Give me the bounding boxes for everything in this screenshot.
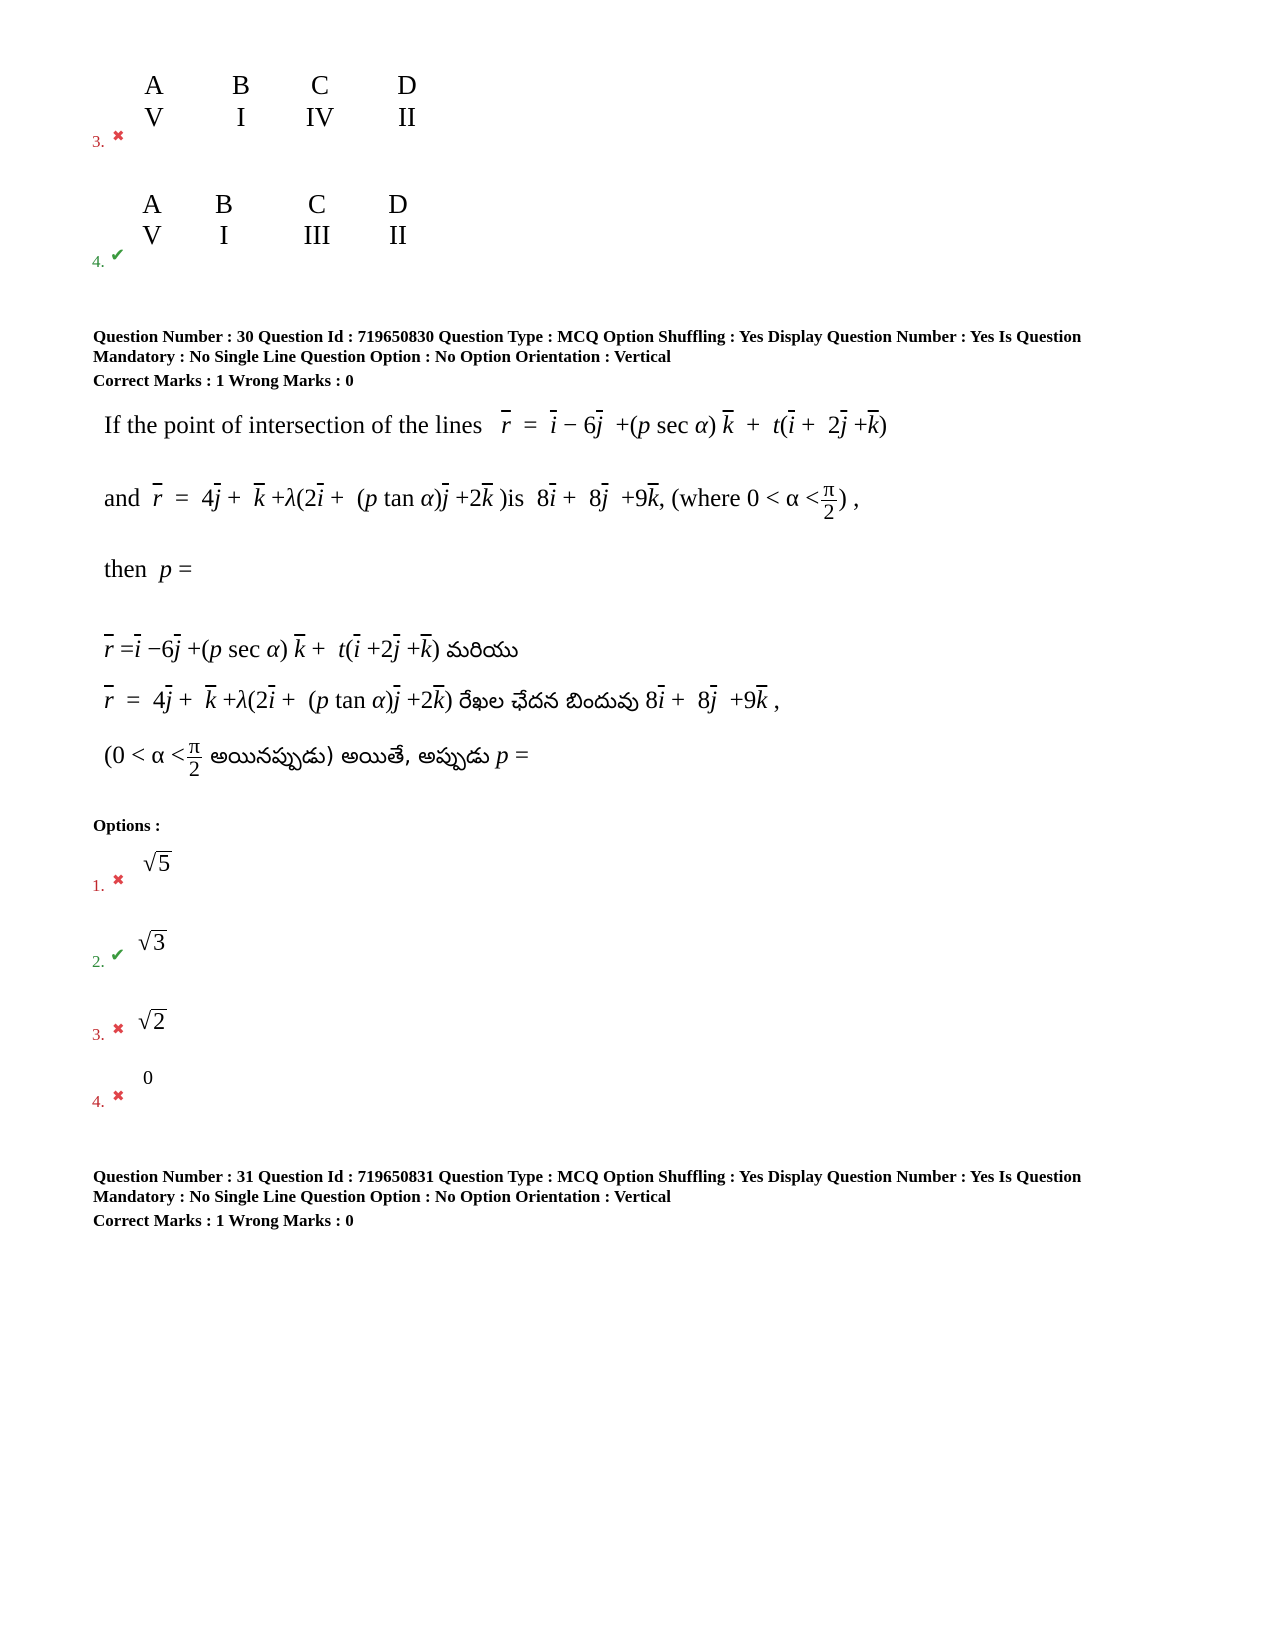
question-meta-line2: Mandatory : No Single Line Question Option : No Option Orientation : Vertical	[93, 1187, 672, 1206]
option-value: √3	[138, 930, 166, 956]
match-letter: B	[214, 189, 233, 219]
option-number: 2.	[92, 952, 105, 971]
match-roman: II	[389, 220, 407, 250]
match-roman: I	[219, 220, 229, 250]
question-marks: Correct Marks : 1 Wrong Marks : 0	[93, 371, 354, 390]
option-number: 4.	[92, 252, 105, 271]
match-roman: V	[144, 102, 164, 132]
question-te-line1: $\overline{r} =\overline{i} -6\overline{j} +(p$ sec α) $\overline{k} + t(\overline{i} +2\overline{j} +\overline{k})$ మరియు	[104, 636, 519, 663]
options-label: Options :	[93, 816, 161, 835]
match-letter: C	[307, 189, 326, 219]
option-number: 1.	[92, 876, 105, 895]
match-roman: V	[142, 220, 162, 250]
option-number: 3.	[92, 132, 105, 151]
question-text-te: మరియు	[446, 638, 519, 663]
question-text-te: అయినప్పుడు) అయితే, అప్పుడు	[210, 744, 490, 770]
question-marks: Correct Marks : 1 Wrong Marks : 0	[93, 1211, 354, 1230]
match-roman: IV	[305, 102, 335, 132]
question-te-line2: $\overline{r} = 4\overline{j} + \overline{k} +\lambda(2\overline{i} + (p$ $\tan \alpha)\overline{j} +2\overline{k}$) రేఖల ఛేదన బిందువు $8\overline{i} + 8\overline{j} +9\overline{k}$ ,	[104, 687, 780, 714]
question-meta	[93, 1167, 1213, 1207]
question-meta-line1: Question Number : 31 Question Id : 719650831 Question Type : MCQ Option Shuffling : Yes Display Question Number : Yes Is Question	[93, 1167, 1082, 1186]
match-roman: II	[398, 102, 416, 132]
question-text-line2: and $\overline{r} = 4\overline{j} + \overline{k} +\lambda(2\overline{i} + (p$ $\tan \alpha)\overline{j} +2\overline{k}$ )is $8\overline{i} + 8\overline{j} +9\overline{k}$, (where 0 < α < $\frac{\pi}{2}$ ) ,	[104, 476, 860, 524]
question-text-te: రేఖల ఛేదన బిందువు	[458, 689, 640, 714]
question-text: and	[104, 485, 141, 513]
match-letter: A	[142, 189, 162, 219]
cross-icon: ✖	[112, 1087, 125, 1105]
cross-icon: ✖	[112, 1020, 125, 1038]
question-text: )is	[499, 485, 525, 513]
match-letter: B	[231, 70, 250, 100]
question-meta	[93, 327, 1213, 367]
question-te-line3: (0 < α < $\frac{\pi}{2}$ అయినప్పుడు) అయితే, అప్పుడు p =	[104, 733, 529, 781]
option-value: √5	[143, 851, 171, 877]
question-text-line1: If the point of intersection of the lines $\overline{r} = \overline{i} - 6\overline{j} +(p$ sec α) $\overline{k} + t(\overline{i} + 2\overline{j} +\overline{k})$	[104, 412, 888, 439]
sqrt-icon: √	[138, 1009, 152, 1035]
option-number: 4.	[92, 1092, 105, 1111]
sqrt-icon: √	[143, 851, 157, 877]
option-value: √2	[138, 1009, 166, 1035]
cross-icon: ✖	[112, 127, 125, 145]
option-number: 3.	[92, 1025, 105, 1044]
match-roman: III	[303, 220, 331, 250]
question-meta-line2: Mandatory : No Single Line Question Option : No Option Orientation : Vertical	[93, 347, 672, 366]
question-text-line3: then p =	[104, 556, 193, 583]
sqrt-icon: √	[138, 930, 152, 956]
question-text: , (where 0 < α <	[658, 485, 820, 513]
check-icon: ✔	[110, 945, 126, 966]
match-letter: C	[310, 70, 329, 100]
match-letter: D	[388, 189, 408, 219]
question-text: then	[104, 556, 148, 583]
match-letter: A	[144, 70, 164, 100]
cross-icon: ✖	[112, 871, 125, 889]
check-icon: ✔	[110, 245, 126, 266]
match-letter: D	[397, 70, 417, 100]
option-value: 0	[143, 1067, 153, 1089]
question-meta-line1: Question Number : 30 Question Id : 719650830 Question Type : MCQ Option Shuffling : Yes Display Question Number : Yes Is Question	[93, 327, 1082, 346]
match-roman: I	[236, 102, 246, 132]
question-text: If the point of intersection of the lines	[104, 412, 483, 439]
